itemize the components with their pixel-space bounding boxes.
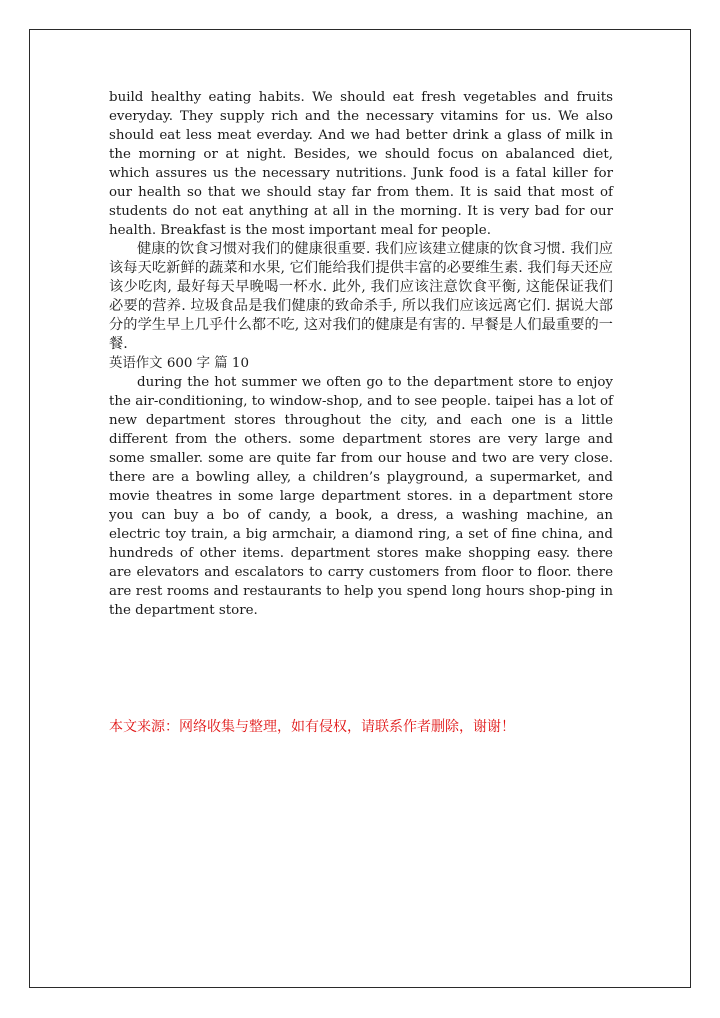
english-paragraph-department-store: during the hot summer we often go to the department store to enjoy the air-conditioning, to window-shop, and to see people. taipei has a lot of new department stores throughout the city, and each one is a little different from the others. some department stores are very large and some smaller. some are quite far from our house and two are very close. there are a bowling alley, a children’s playground, a supermarket, and movie theatres in some large department stores. in a department store you can buy a bo of candy, a book, a dress, a washing machine, an electric toy train, a big armchair, a diamond ring, a set of fine china, and hundreds of other items. department stores make shopping easy. there are elevators and escalators to carry customers from floor to floor. there are rest rooms and restaurants to help you spend long hours shop-ping in the department store.: [109, 375, 613, 618]
source-note: 本文来源：网络收集与整理，如有侵权，请联系作者删除，谢谢！: [109, 719, 515, 735]
document-body: [109, 88, 613, 737]
english-paragraph-healthy-eating: build healthy eating habits. We should eat fresh vegetables and fruits everyday. They supply rich and the necessary vitamins for us. We also should eat less meat everday. And we had better drink a glass of milk in the morning or at night. Besides, we should focus on abalanced diet, which assures us the necessary nutritions. Junk food is a fatal killer for our health so that we should stay far from them. It is said that most of students do not eat anything at all in the morning. It is very bad for our health. Breakfast is the most important meal for people.: [109, 90, 613, 238]
chinese-paragraph-healthy-eating: 健康的饮食习惯对我们的健康很重要. 我们应该建立健康的饮食习惯. 我们应该每天吃新鲜的蔬菜和水果, 它们能给我们提供丰富的必要维生素. 我们每天还应该少吃肉, 最好每天早晚喝一杯水. 此外, 我们应该注意饮食平衡, 这能保证我们必要的营养. 垃圾食品是我们健康的致命杀手, 所以我们应该远离它们. 据说大部分的学生早上几乎什么都不吃, 这对我们的健康是有害的. 早餐是人们最重要的一餐.: [109, 241, 613, 352]
section-heading: 英语作文 600 字 篇 10: [109, 356, 249, 371]
